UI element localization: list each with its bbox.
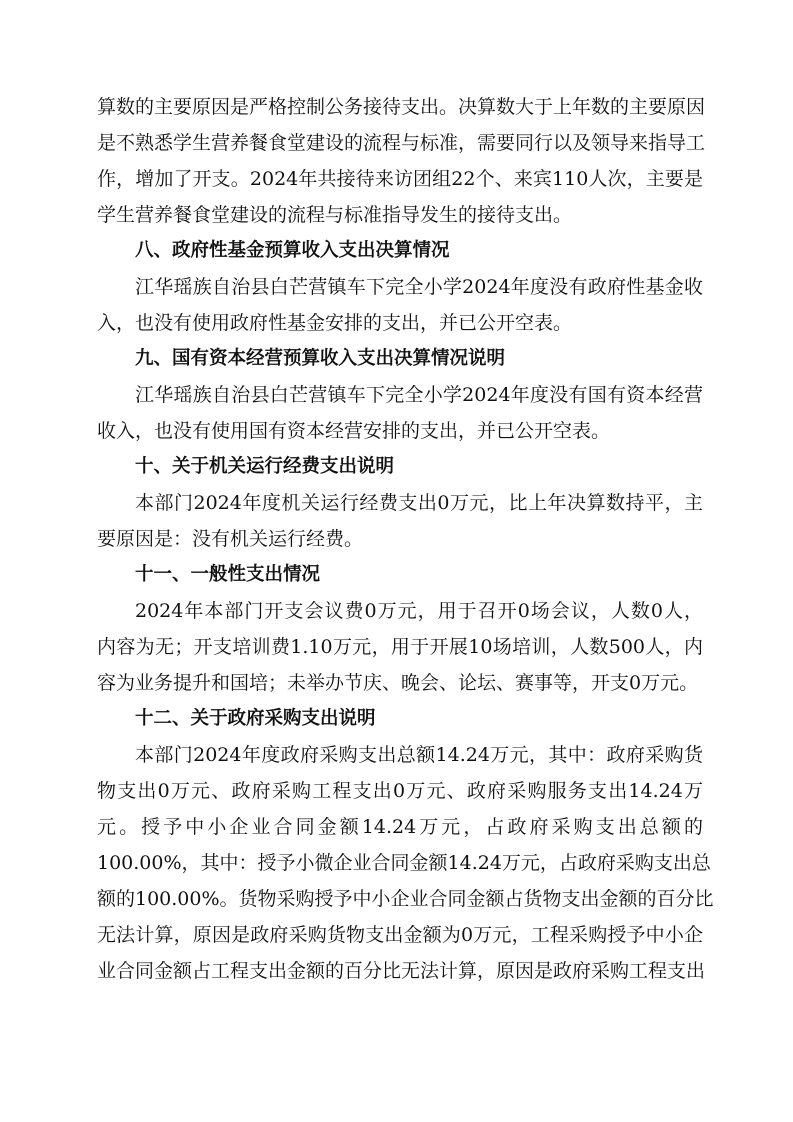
document-page (97, 89, 714, 989)
paragraph-line: 本部门2024年度机关运行经费支出0万元，比上年决算数持平，主 (135, 492, 703, 514)
paragraph-line: 是不熟悉学生营养餐食堂建设的流程与标准，需要同行以及领导来指导工 (97, 132, 706, 154)
paragraph-line: 100.00%，其中：授予小微企业合同金额14.24万元，占政府采购支出总 (97, 852, 711, 874)
section-heading: 八、政府性基金预算收入支出决算情况 (135, 240, 450, 261)
paragraph-line: 物支出0万元、政府采购工程支出0万元、政府采购服务支出14.24万 (97, 780, 703, 802)
paragraph-line: 江华瑶族自治县白芒营镇车下完全小学2024年度没有国有资本经营 (135, 384, 703, 406)
paragraph-line: 业合同金额占工程支出金额的百分比无法计算，原因是政府采购工程支出 (97, 960, 706, 982)
paragraph-line: 要原因是：没有机关运行经费。 (97, 528, 364, 550)
paragraph-line: 2024年本部门开支会议费0万元，用于召开0场会议，人数0人， (135, 600, 703, 622)
section-heading: 九、国有资本经营预算收入支出决算情况说明 (135, 348, 506, 369)
paragraph-line: 入，也没有使用政府性基金安排的支出，并已公开空表。 (97, 312, 573, 334)
paragraph-line: 算数的主要原因是严格控制公务接待支出。决算数大于上年数的主要原因 (97, 96, 706, 118)
section-heading: 十一、一般性支出情况 (135, 564, 321, 585)
paragraph-line: 本部门2024年度政府采购支出总额14.24万元，其中：政府采购货 (135, 744, 703, 766)
paragraph-line: 江华瑶族自治县白芒营镇车下完全小学2024年度没有政府性基金收 (135, 276, 703, 298)
paragraph-line: 作，增加了开支。2024年共接待来访团组22个、来宾110人次，主要是 (97, 168, 703, 190)
paragraph-line: 无法计算，原因是政府采购货物支出金额为0万元，工程采购授予中小企 (97, 924, 703, 946)
paragraph-line: 容为业务提升和国培；未举办节庆、晚会、论坛、赛事等，开支0万元。 (97, 672, 699, 694)
paragraph-line: 元。授予中小企业合同金额14.24万元，占政府采购支出总额的 (97, 816, 703, 838)
paragraph-line: 额的100.00%。货物采购授予中小企业合同金额占货物支出金额的百分比 (97, 888, 714, 910)
section-heading: 十二、关于政府采购支出说明 (135, 708, 376, 729)
paragraph-line: 内容为无；开支培训费1.10万元，用于开展10场培训，人数500人，内 (97, 636, 703, 658)
paragraph-line: 学生营养餐食堂建设的流程与标准指导发生的接待支出。 (97, 204, 573, 226)
section-heading: 十、关于机关运行经费支出说明 (135, 456, 395, 477)
paragraph-line: 收入，也没有使用国有资本经营安排的支出，并已公开空表。 (97, 420, 611, 442)
